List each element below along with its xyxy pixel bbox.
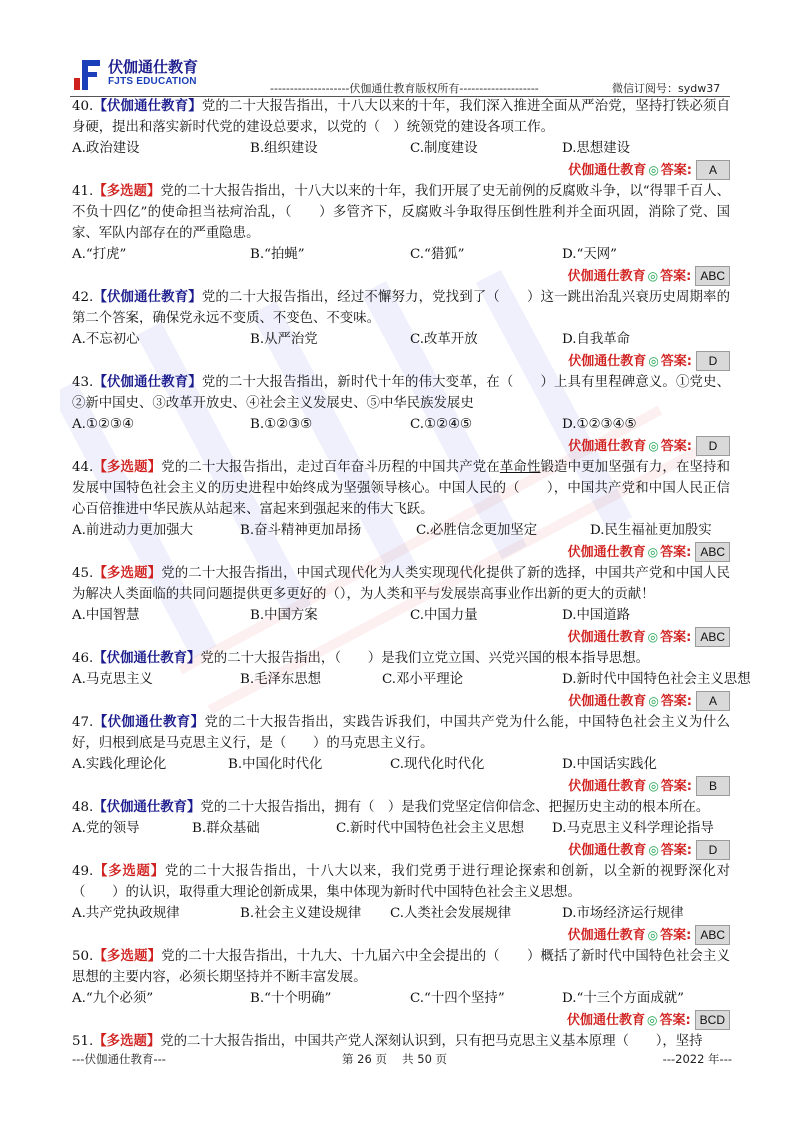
question-type-tag: 【伏伽通仕教育】 (93, 799, 201, 815)
question-stem (72, 861, 730, 903)
option-item: A.党的领导 (72, 821, 140, 836)
option-item: B.社会主义建设规律 (240, 906, 362, 921)
question-type-tag: 【多选题】 (93, 863, 165, 879)
underlined-term: 革命性 (499, 460, 541, 475)
question-number: 43. (72, 375, 94, 390)
question-text: 党的二十大报告指出，中国式现代化为人类实现现代化提供了新的选择，中国共产党和中国人民为解决人类面临的共同问题提供更多更好的（），为人类和平与发展崇高事业作出新的更大的贡献！ (72, 566, 730, 602)
option-item: B.从严治党 (250, 332, 318, 347)
question-block (72, 457, 730, 563)
option-item: A.①②③④ (72, 417, 134, 432)
question-number: 51. (72, 1034, 94, 1049)
question-type-tag: 【多选题】 (93, 948, 162, 964)
options-row (72, 754, 730, 775)
question-stem (72, 797, 730, 818)
options-row (72, 244, 730, 265)
option-item: D.思想建设 (562, 141, 631, 156)
question-stem (72, 287, 730, 329)
answer-row (72, 435, 730, 457)
answer-value: ABC (695, 542, 730, 562)
question-number: 46. (72, 651, 94, 666)
option-item: C.人类社会发展规律 (390, 906, 512, 921)
options-row (72, 988, 730, 1009)
question-type-tag: 【伏伽通仕教育】 (93, 374, 202, 390)
answer-label: 答案: (660, 268, 692, 284)
footer-year: ---2022 年--- (662, 1052, 732, 1066)
question-stem (72, 712, 730, 754)
question-text: 党的二十大报告指出，（ ）是我们立党立国、兴党兴国的根本指导思想。 (200, 651, 650, 666)
question-block (72, 648, 751, 712)
options-row (72, 903, 730, 924)
target-icon: ◎ (648, 162, 659, 177)
answer-brand-label: 伏伽通仕教育 (567, 268, 646, 284)
question-stem (72, 946, 730, 988)
question-type-tag: 【多选题】 (93, 1033, 161, 1049)
question-type-tag: 【伏伽通仕教育】 (93, 650, 201, 666)
logo-cn-text: 伏伽通仕教育 (108, 58, 199, 76)
options-row (72, 138, 730, 159)
option-item: D.市场经济运行规律 (562, 906, 684, 921)
option-item: B.奋斗精神更加昂扬 (240, 523, 362, 538)
option-item: A.“九个必须” (72, 991, 154, 1006)
question-text: 党的二十大报告指出，中国共产党人深刻认识到，只有把马克思主义基本原理（ ），坚持 (160, 1034, 703, 1049)
question-block (72, 1031, 730, 1052)
answer-brand-label: 伏伽通仕教育 (568, 842, 647, 858)
logo-icon (70, 58, 104, 92)
option-item: C.新时代中国特色社会主义思想 (336, 821, 525, 836)
option-item: A.前进动力更加强大 (72, 523, 194, 538)
option-item: D.民生福祉更加殷实 (590, 523, 712, 538)
option-item: A.实践化理论化 (72, 757, 167, 772)
answer-brand-label: 伏伽通仕教育 (567, 927, 646, 943)
options-row (72, 520, 730, 541)
option-item: B.中国化时代化 (228, 757, 323, 772)
target-icon: ◎ (647, 629, 659, 644)
question-block (72, 181, 730, 287)
answer-row (72, 541, 730, 563)
answer-value: BCD (695, 1010, 730, 1030)
question-block (72, 372, 730, 457)
question-number: 50. (72, 949, 94, 964)
question-text: 党的二十大报告指出，走过百年奋斗历程的中国共产党在 (161, 460, 500, 475)
question-number: 40. (72, 99, 94, 114)
target-icon: ◎ (648, 438, 659, 453)
answer-brand-label: 伏伽通仕教育 (567, 629, 646, 645)
answer-row (72, 1009, 730, 1031)
option-item: B.毛泽东思想 (240, 672, 322, 687)
page-number: 第 26 页 共 50 页 (342, 1052, 448, 1066)
option-item: C.邓小平理论 (382, 672, 463, 687)
question-stem (72, 181, 730, 244)
answer-value: ABC (695, 925, 730, 945)
question-text: 党的二十大报告指出，新时代十年的伟大变革，在（ ）上具有里程碑意义。①党史、②新中国史、③改革开放史、④社会主义发展史、⑤中华民族发展史 (72, 375, 730, 411)
options-row (72, 414, 730, 435)
option-item: D.“十三个方面成就” (562, 991, 684, 1006)
footer-left: ---伏伽通仕教育--- (72, 1052, 166, 1066)
question-block (72, 96, 730, 181)
answer-brand-label: 伏伽通仕教育 (566, 1012, 645, 1028)
target-icon: ◎ (648, 693, 659, 708)
option-item: C.必胜信念更加坚定 (416, 523, 538, 538)
question-stem (72, 96, 730, 138)
option-item: C.“猎狐” (410, 247, 465, 262)
answer-value: ABC (695, 627, 730, 647)
answer-value: D (696, 351, 730, 371)
wechat-id: 微信订阅号：sydw37 (612, 82, 721, 95)
answer-label: 答案: (660, 693, 692, 709)
question-block (72, 287, 730, 372)
answer-label: 答案: (660, 778, 692, 794)
question-block (72, 861, 730, 946)
answer-label: 答案: (660, 353, 692, 369)
answer-label: 答案: (660, 162, 692, 178)
question-stem (72, 1031, 730, 1052)
answer-value: A (696, 691, 730, 711)
question-number: 45. (72, 566, 94, 581)
answer-row (72, 690, 730, 712)
option-item: A.马克思主义 (72, 672, 153, 687)
question-stem (72, 372, 730, 414)
question-type-tag: 【伏伽通仕教育】 (93, 289, 202, 305)
question-text: 党的二十大报告指出，拥有（ ）是我们党坚定信仰信念、把握历史主动的根本所在。 (200, 800, 710, 815)
page-header (0, 52, 800, 98)
target-icon: ◎ (647, 927, 659, 942)
option-item: D.“天网” (562, 247, 617, 262)
answer-value: ABC (695, 266, 730, 286)
answer-brand-label: 伏伽通仕教育 (568, 162, 647, 178)
answer-row (72, 924, 730, 946)
answer-row (72, 626, 730, 648)
option-item: B.①②③⑤ (250, 417, 313, 432)
option-item: A.中国智慧 (72, 608, 140, 623)
option-item: C.现代化时代化 (390, 757, 485, 772)
answer-brand-label: 伏伽通仕教育 (568, 778, 647, 794)
target-icon: ◎ (646, 1012, 658, 1027)
answer-label: 答案: (660, 629, 692, 645)
question-text: 党的二十大报告指出，十九大、十九届六中全会提出的（ ）概括了新时代中国特色社会主义思想的主要内容，必须长期坚持并不断丰富发展。 (72, 949, 730, 985)
answer-row (72, 839, 730, 861)
question-block (72, 563, 730, 648)
question-type-tag: 【多选题】 (93, 565, 162, 581)
answer-label: 答案: (660, 842, 692, 858)
question-type-tag: 【多选题】 (93, 459, 162, 475)
option-item: B.中国方案 (250, 608, 318, 623)
answer-label: 答案: (660, 544, 692, 560)
option-item: A.政治建设 (72, 141, 140, 156)
question-number: 49. (72, 864, 94, 879)
question-block (72, 946, 730, 1031)
option-item: C.制度建设 (410, 141, 478, 156)
answer-brand-label: 伏伽通仕教育 (568, 353, 647, 369)
target-icon: ◎ (648, 778, 659, 793)
question-list (72, 96, 751, 1052)
question-stem (72, 563, 730, 605)
question-block (72, 797, 730, 861)
option-item: B.组织建设 (250, 141, 318, 156)
option-item: C.“十四个坚持” (410, 991, 505, 1006)
target-icon: ◎ (648, 353, 659, 368)
answer-value: D (696, 436, 730, 456)
question-number: 41. (72, 184, 94, 199)
answer-row (72, 350, 730, 372)
option-item: C.①②④⑤ (410, 417, 473, 432)
question-text: 党的二十大报告指出，经过不懈努力，党找到了（ ）这一跳出治乱兴衰历史周期率的第二个答案，确保党永远不变质、不变色、不变味。 (72, 290, 730, 326)
question-text: 党的二十大报告指出，十八大以来，我们党勇于进行理论探索和创新，以全新的视野深化对（ ）的认识，取得重大理论创新成果，集中体现为新时代中国特色社会主义思想。 (72, 864, 731, 900)
question-text: 锻造中更加坚强有力，在坚持和发展中国特色社会主义的历史进程中始终成为坚强领导核心。中国人民的（ ），中国共产党和中国人民正信心百倍推进中华民族从站起来、富起来到强起来的伟大飞跃。 (72, 460, 730, 517)
brand-logo (70, 58, 198, 92)
target-icon: ◎ (647, 544, 659, 559)
option-item: D.①②③④⑤ (562, 417, 637, 432)
answer-brand-label: 伏伽通仕教育 (568, 438, 647, 454)
option-item: B.群众基础 (192, 821, 260, 836)
question-text: 党的二十大报告指出，实践告诉我们，中国共产党为什么能，中国特色社会主义为什么好，归根到底是马克思主义行，是（ ）的马克思主义行。 (72, 715, 731, 751)
question-type-tag: 【伏伽通仕教育】 (93, 98, 202, 114)
option-item: C.改革开放 (410, 332, 478, 347)
options-row (72, 669, 751, 690)
target-icon: ◎ (648, 842, 659, 857)
question-text: 党的二十大报告指出，十八大以来的十年，我们深入推进全面从严治党，坚持打铁必须自身硬，提出和落实新时代党的建设总要求，以党的（ ）统领党的建设各项工作。 (72, 99, 730, 135)
target-icon: ◎ (647, 268, 659, 283)
answer-row (72, 265, 730, 287)
answer-row (72, 159, 730, 181)
option-item: B.“拍蝇” (250, 247, 305, 262)
option-item: A.不忘初心 (72, 332, 140, 347)
options-row (72, 329, 730, 350)
option-item: D.中国道路 (562, 608, 631, 623)
option-item: D.自我革命 (562, 332, 631, 347)
answer-label: 答案: (659, 1012, 691, 1028)
option-item: B.“十个明确” (250, 991, 332, 1006)
question-block (72, 712, 730, 797)
question-stem (72, 648, 730, 669)
answer-label: 答案: (660, 438, 692, 454)
answer-value: B (696, 776, 730, 796)
answer-row (72, 775, 730, 797)
option-item: C.中国力量 (410, 608, 478, 623)
question-type-tag: 【伏伽通仕教育】 (93, 714, 205, 730)
question-number: 47. (72, 715, 94, 730)
question-type-tag: 【多选题】 (93, 183, 161, 199)
option-item: D.中国话实践化 (562, 757, 657, 772)
answer-value: D (696, 840, 730, 860)
answer-brand-label: 伏伽通仕教育 (568, 693, 647, 709)
option-item: A.“打虎” (72, 247, 127, 262)
question-number: 44. (72, 460, 94, 475)
options-row (72, 818, 730, 839)
option-item: D.马克思主义科学理论指导 (552, 821, 714, 836)
options-row (72, 605, 730, 626)
answer-label: 答案: (660, 927, 692, 943)
question-number: 48. (72, 800, 94, 815)
question-stem (72, 457, 730, 520)
option-item: A.共产党执政规律 (72, 906, 180, 921)
question-number: 42. (72, 290, 94, 305)
option-item: D.新时代中国特色社会主义思想 (562, 672, 751, 687)
answer-value: A (696, 160, 730, 180)
answer-brand-label: 伏伽通仕教育 (567, 544, 646, 560)
copyright-line: --------------------伏伽通仕教育版权所有-------------------- (270, 82, 539, 95)
question-text: 党的二十大报告指出，十八大以来的十年，我们开展了史无前例的反腐败斗争，以“得罪千百人、不负十四亿”的使命担当祛疴治乱，（ ）多管齐下，反腐败斗争取得压倒性胜利并全面巩固，消除了党、国家、军队内部存在的严重隐患。 (72, 184, 730, 241)
logo-en-text: FJTS EDUCATION (108, 76, 197, 87)
